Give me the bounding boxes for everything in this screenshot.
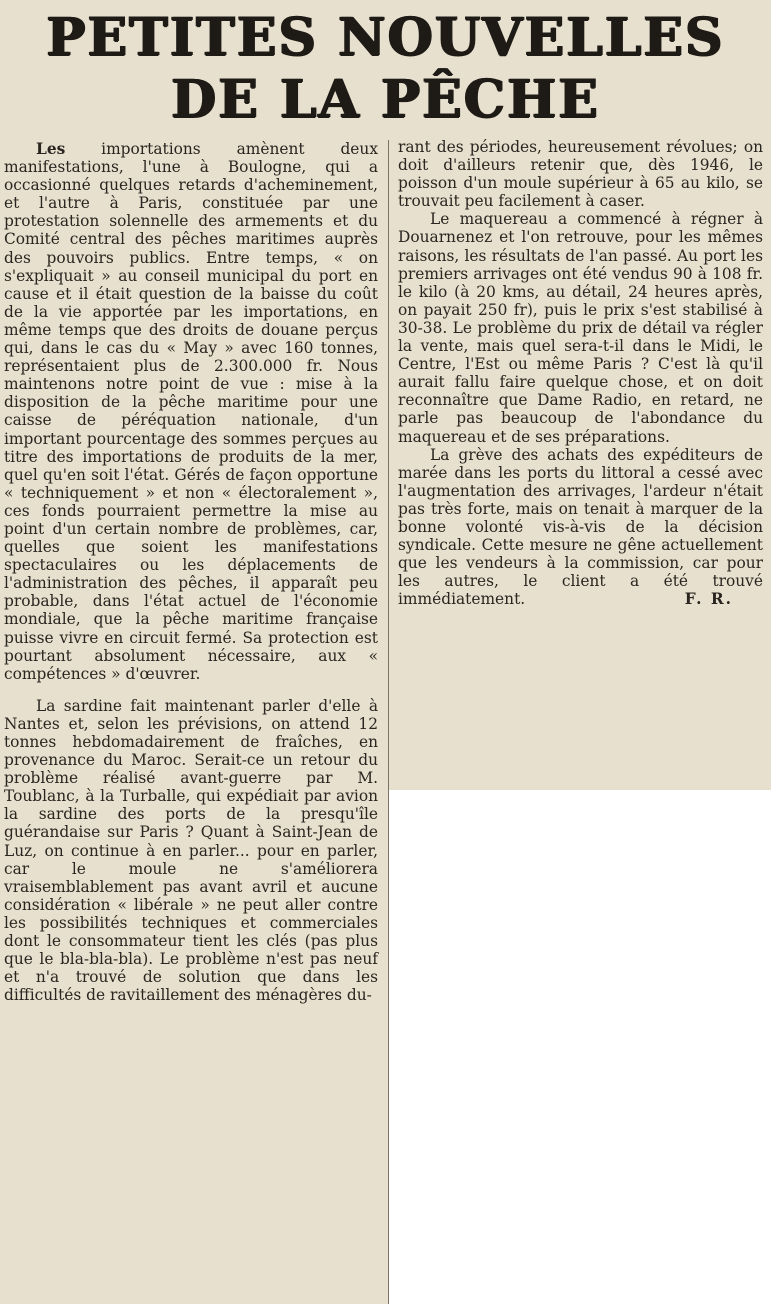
paragraph-greve xyxy=(398,446,763,609)
column-divider xyxy=(388,140,389,1304)
headline-line-2: DE LA PÊCHE xyxy=(171,69,600,130)
author-signature: F. R. xyxy=(684,590,733,609)
paragraph-sardine-continued: rant des périodes, heureusement révolues; on doit d'ailleurs retenir que, dès 1946, le poisson d'un moule supérieur à 65 au kilo, se trouvait peu facilement à caser. xyxy=(398,138,763,211)
paragraph-maquereau: Le maquereau a commencé à régner à Douarnenez et l'on retrouve, pour les mêmes raisons, les résultats de l'an passé. Au port les premiers arrivages ont été vendus 90 à 108 fr. le kilo (à 20 kms, au détail, 24 heures après, on payait 250 fr), puis le prix s'est stabilisé à 30-38. Le problème du prix de détail va régler la vente, mais quel sera-t-il dans le Midi, le Centre, l'Est ou même Paris ? C'est là qu'il aurait fallu faire quelque chose, et on doit reconnaître que Dame Radio, en retard, ne parle pas beaucoup de l'abondance du maquereau et de ses préparations. xyxy=(398,210,763,446)
paragraph-spacer xyxy=(4,683,378,697)
paragraph-lead-word: Les xyxy=(36,140,66,158)
paragraph-importations xyxy=(4,140,378,683)
paragraph-greve-body: La grève des achats des expéditeurs de marée dans les ports du littoral a cessé avec l'augmentation des arrivages, l'ardeur n'était pas très forte, mais on tenait à marquer de la bonne volonté vis-à-vis de la décision syndicale. Cette mesure ne gêne actuellement que les vendeurs à la commission, car pour les autres, le client a été trouvé immédiatement. xyxy=(398,445,763,609)
paragraph-sardine: La sardine fait maintenant parler d'elle à Nantes et, selon les prévisions, on attend 12 tonnes hebdomadairement de fraîches, en provenance du Maroc. Serait-ce un retour du problème réalisé avant-guerre par M. Toublanc, à la Turballe, qui expédiait par avion la sardine des ports de la presqu'île guérandaise sur Paris ? Quant à Saint-Jean de Luz, on continue à en parler... pour en parler, car le moule ne s'améliorera vraisemblablement pas avant avril et aucune considération « libérale » ne peut aller contre les possibilités techniques et commerciales dont le consommateur tient les clés (pas plus que le bla-bla-bla). Le problème n'est pas neuf et n'a trouvé de solution que dans les difficultés de ravitaillement des ménagères du- xyxy=(4,696,378,1005)
article-column-left xyxy=(4,140,378,1004)
article-column-right xyxy=(398,138,763,608)
headline-line-1: PETITES NOUVELLES xyxy=(46,7,725,68)
paragraph-importations-body: importations amènent deux manifestations, l'une à Boulogne, qui a occasionné quelques retards d'acheminement, et l'autre à Paris, constituée par une protestation solennelle des armements et du Comité central des pêches maritimes auprès des pouvoirs publics. Entre temps, « on s'expliquait » au conseil municipal du port en cause et il était question de la baisse du coût de la vie apportée par les importations, en même temps que des droits de douane perçus qui, dans le cas du « May » avec 160 tonnes, représentaient plus de 2.300.000 fr. Nous maintenons notre point de vue : mise à la disposition de la pêche maritime pour une caisse de péréquation nationale, d'un important pourcentage des sommes perçues au titre des importations de produits de la mer, quel qu'en soit l'état. Gérés de façon opportune « techniquement » et non « électoralement », ces fonds pourraient permettre la mise au point d'un certain nombre de problèmes, car, quelles que soient les manifestations spectaculaires ou les déplacements de l'administration des pêches, il apparaît peu probable, dans l'état actuel de l'économie mondiale, que la pêche maritime française puisse vivre en circuit fermé. Sa protection est pourtant absolument nécessaire, aux « compétences » d'œuvrer. xyxy=(4,140,378,683)
